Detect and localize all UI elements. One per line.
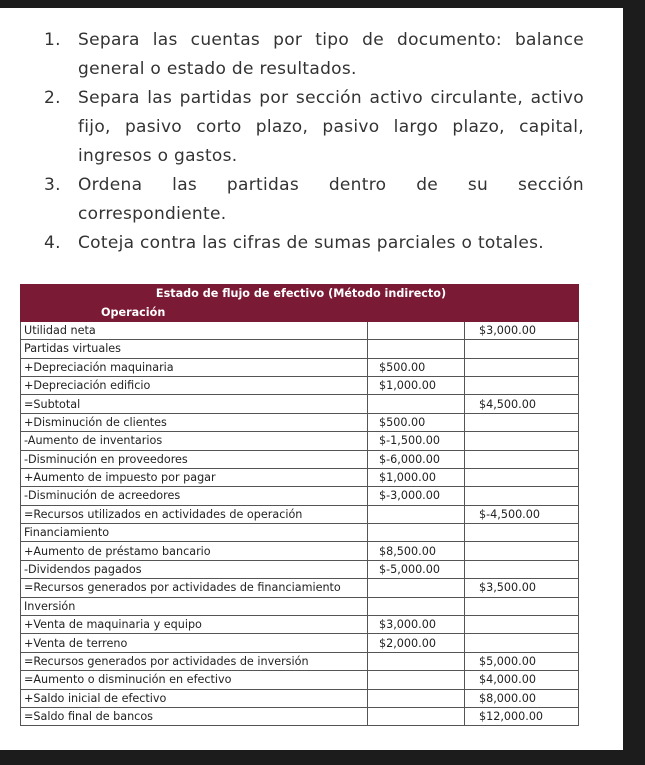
table-row (21, 450, 579, 468)
row-partial-amount (368, 689, 465, 707)
row-partial-amount: $8,500.00 (368, 542, 465, 560)
table-title: Estado de flujo de efectivo (Método indirecto) (21, 285, 579, 303)
row-total-amount (465, 487, 579, 505)
row-label: =Recursos generados por actividades de inversión (21, 652, 368, 670)
row-total-amount: $3,500.00 (465, 579, 579, 597)
row-total-amount: $8,000.00 (465, 689, 579, 707)
row-label: Inversión (21, 597, 368, 615)
step-text: Separa las cuentas por tipo de documento: balance general o estado de resultados. (78, 30, 584, 79)
row-label: +Saldo inicial de efectivo (21, 689, 368, 707)
table-row (21, 634, 579, 652)
row-total-amount: $4,500.00 (465, 395, 579, 413)
row-partial-amount (368, 505, 465, 523)
row-total-amount (465, 560, 579, 578)
table-row (21, 616, 579, 634)
row-label: =Aumento o disminución en efectivo (21, 671, 368, 689)
row-total-amount (465, 597, 579, 615)
row-label: =Saldo final de bancos (21, 707, 368, 725)
table-row (21, 395, 579, 413)
row-label: +Venta de terreno (21, 634, 368, 652)
row-partial-amount (368, 707, 465, 725)
row-total-amount (465, 468, 579, 486)
row-partial-amount (368, 395, 465, 413)
row-partial-amount (368, 671, 465, 689)
row-total-amount: $-4,500.00 (465, 505, 579, 523)
row-total-amount (465, 340, 579, 358)
row-label: Financiamiento (21, 524, 368, 542)
row-label: +Aumento de impuesto por pagar (21, 468, 368, 486)
table-row (21, 432, 579, 450)
row-total-amount (465, 432, 579, 450)
table-row (21, 579, 579, 597)
row-partial-amount (368, 340, 465, 358)
row-total-amount (465, 542, 579, 560)
row-label: +Venta de maquinaria y equipo (21, 616, 368, 634)
row-label: Utilidad neta (21, 321, 368, 339)
table-body (21, 321, 579, 726)
table-row (21, 542, 579, 560)
table-row (21, 376, 579, 394)
row-partial-amount (368, 321, 465, 339)
row-total-amount (465, 524, 579, 542)
table-row (21, 468, 579, 486)
row-label: +Depreciación maquinaria (21, 358, 368, 376)
row-label: +Depreciación edificio (21, 376, 368, 394)
row-partial-amount: $1,000.00 (368, 376, 465, 394)
row-total-amount (465, 634, 579, 652)
step-item (44, 171, 584, 229)
steps-list (44, 26, 584, 258)
step-number: 2. (44, 88, 61, 108)
table-row (21, 413, 579, 431)
row-label: -Disminución de acreedores (21, 487, 368, 505)
step-text: Coteja contra las cifras de sumas parciales o totales. (78, 233, 544, 253)
row-total-amount (465, 358, 579, 376)
table-row (21, 524, 579, 542)
row-label: -Disminución en proveedores (21, 450, 368, 468)
row-total-amount: $3,000.00 (465, 321, 579, 339)
row-total-amount: $4,000.00 (465, 671, 579, 689)
table-row (21, 358, 579, 376)
step-number: 4. (44, 233, 61, 253)
table-row (21, 652, 579, 670)
table-section-header: Operación (21, 303, 579, 321)
row-label: -Dividendos pagados (21, 560, 368, 578)
table-row (21, 671, 579, 689)
table-row (21, 597, 579, 615)
step-number: 3. (44, 175, 61, 195)
step-number: 1. (44, 30, 61, 50)
row-partial-amount: $500.00 (368, 413, 465, 431)
row-total-amount: $5,000.00 (465, 652, 579, 670)
row-total-amount (465, 376, 579, 394)
row-label: Partidas virtuales (21, 340, 368, 358)
row-label: -Aumento de inventarios (21, 432, 368, 450)
row-partial-amount: $1,000.00 (368, 468, 465, 486)
cash-flow-table-wrapper (20, 284, 578, 726)
table-row (21, 505, 579, 523)
document-page (0, 8, 623, 750)
row-partial-amount (368, 597, 465, 615)
row-partial-amount: $500.00 (368, 358, 465, 376)
table-row (21, 560, 579, 578)
table-row (21, 707, 579, 725)
table-row (21, 340, 579, 358)
row-label: +Disminución de clientes (21, 413, 368, 431)
row-partial-amount: $-5,000.00 (368, 560, 465, 578)
row-partial-amount: $2,000.00 (368, 634, 465, 652)
row-total-amount (465, 413, 579, 431)
step-item (44, 84, 584, 171)
row-label: =Recursos generados por actividades de financiamiento (21, 579, 368, 597)
row-partial-amount (368, 579, 465, 597)
row-partial-amount (368, 524, 465, 542)
step-text: Ordena las partidas dentro de su sección correspondiente. (78, 175, 584, 224)
table-row (21, 321, 579, 339)
row-total-amount (465, 450, 579, 468)
step-item (44, 26, 584, 84)
row-partial-amount: $-1,500.00 (368, 432, 465, 450)
row-partial-amount: $-3,000.00 (368, 487, 465, 505)
row-label: =Subtotal (21, 395, 368, 413)
row-label: +Aumento de préstamo bancario (21, 542, 368, 560)
table-row (21, 689, 579, 707)
row-total-amount: $12,000.00 (465, 707, 579, 725)
step-text: Separa las partidas por sección activo circulante, activo fijo, pasivo corto plazo, pasivo largo plazo, capital, ingresos o gastos. (78, 88, 584, 166)
table-row (21, 487, 579, 505)
row-label: =Recursos utilizados en actividades de operación (21, 505, 368, 523)
step-item (44, 229, 584, 258)
row-partial-amount: $3,000.00 (368, 616, 465, 634)
row-partial-amount: $-6,000.00 (368, 450, 465, 468)
cash-flow-table (20, 284, 579, 726)
row-total-amount (465, 616, 579, 634)
row-partial-amount (368, 652, 465, 670)
